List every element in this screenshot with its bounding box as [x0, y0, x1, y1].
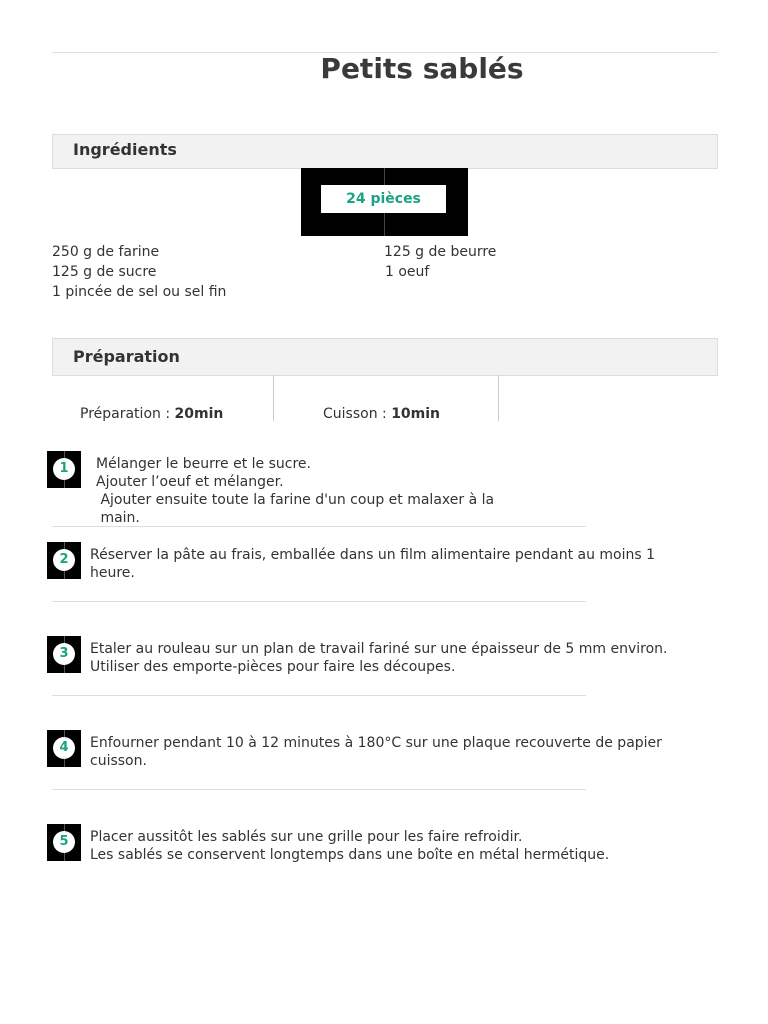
step-divider: [52, 789, 586, 790]
step-number-icon: [47, 542, 81, 579]
step-3-text: [90, 640, 668, 676]
step-number-icon: [47, 636, 81, 673]
prep-time: [80, 406, 223, 422]
time-column-divider: [273, 375, 274, 421]
step-divider: [52, 526, 586, 527]
step-line: Ajouter ensuite toute la farine d'un coup et malaxer à la: [96, 492, 495, 508]
step-5-text: [90, 828, 609, 864]
step-line: heure.: [90, 565, 135, 581]
step-line: Enfourner pendant 10 à 12 minutes à 180°C sur une plaque recouverte de papier: [90, 735, 662, 751]
step-1-text: [96, 455, 494, 527]
prep-time-value: 20min: [174, 406, 224, 422]
cook-time: [323, 406, 440, 422]
cook-time-value: 10min: [391, 406, 441, 422]
step-line: Mélanger le beurre et le sucre.: [96, 456, 311, 472]
step-line: Ajouter l’oeuf et mélanger.: [96, 474, 284, 490]
step-line: Utiliser des emporte-pièces pour faire les découpes.: [90, 659, 456, 675]
servings-count: 24 pièces: [321, 185, 446, 213]
step-4-text: [90, 734, 662, 770]
ingredient-item: 125 g de sucre: [52, 264, 157, 280]
ingredient-item: 1 pincée de sel ou sel fin: [52, 284, 227, 300]
step-line: main.: [96, 510, 140, 526]
step-number: 4: [53, 737, 75, 759]
step-line: cuisson.: [90, 753, 147, 769]
step-number-icon: [47, 730, 81, 767]
ingredients-section-header: [52, 134, 718, 169]
ingredient-item: 125 g de beurre: [384, 244, 497, 260]
step-divider: [52, 695, 586, 696]
ingredient-item: 250 g de farine: [52, 244, 160, 260]
step-number: 5: [53, 831, 75, 853]
step-divider: [52, 601, 586, 602]
step-2-text: [90, 546, 655, 582]
step-number: 1: [53, 458, 75, 480]
cook-time-label: Cuisson :: [323, 406, 392, 422]
step-line: Placer aussitôt les sablés sur une grille pour les faire refroidir.: [90, 829, 523, 845]
ingredient-item: 1 oeuf: [385, 264, 430, 280]
page-title: Petits sablés: [320, 52, 524, 85]
step-line: Réserver la pâte au frais, emballée dans un film alimentaire pendant au moins 1: [90, 547, 656, 563]
preparation-heading: Préparation: [73, 347, 180, 366]
prep-time-label: Préparation :: [80, 406, 175, 422]
ingredients-heading: Ingrédients: [73, 140, 177, 159]
step-line: Les sablés se conservent longtemps dans une boîte en métal hermétique.: [90, 847, 610, 863]
step-number: 2: [53, 549, 75, 571]
step-line: Etaler au rouleau sur un plan de travail fariné sur une épaisseur de 5 mm environ.: [90, 641, 668, 657]
preparation-section-header: [52, 338, 718, 376]
step-number-icon: [47, 451, 81, 488]
step-number: 3: [53, 643, 75, 665]
time-column-divider: [498, 375, 499, 421]
step-number-icon: [47, 824, 81, 861]
